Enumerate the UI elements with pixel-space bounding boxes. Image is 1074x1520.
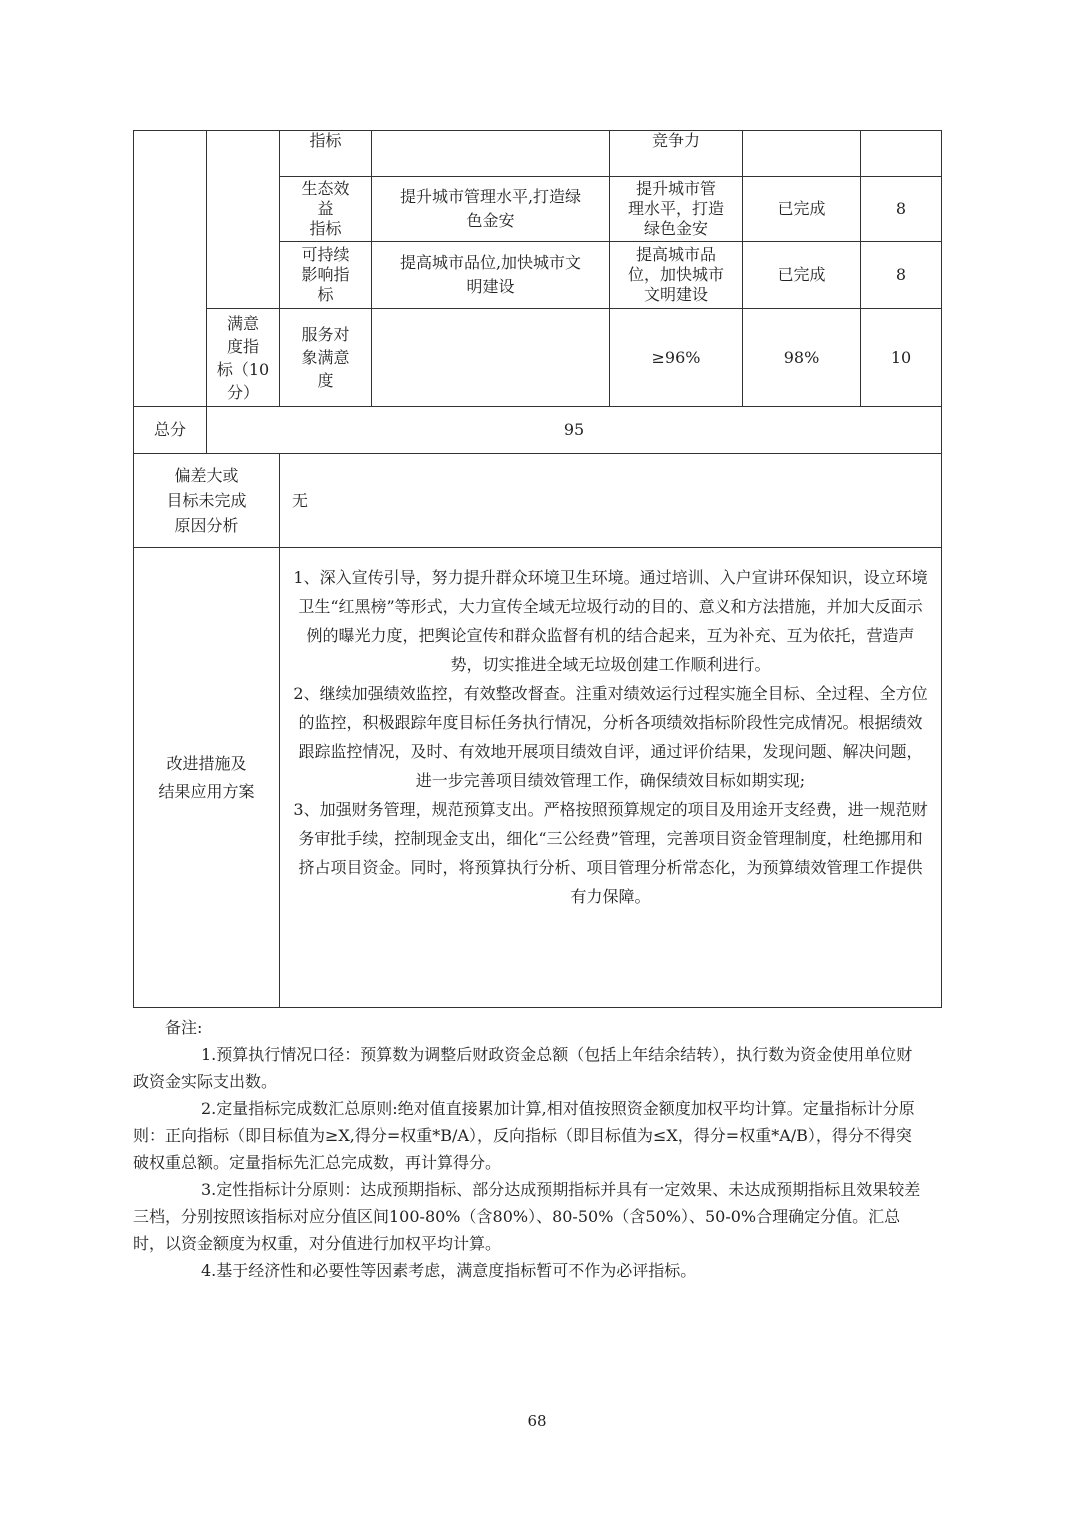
improvement-content: [280, 548, 942, 1008]
empty-cell: [743, 131, 861, 177]
notes-section: [133, 1014, 925, 1284]
target-cell: ≥96%: [610, 309, 743, 407]
indicator-cell: 指标: [280, 131, 372, 177]
deviation-value: 无: [280, 454, 942, 548]
total-value: 95: [207, 407, 942, 454]
notes-title: 备注:: [165, 1018, 203, 1037]
indicator-cell: 生态效 益 指标: [280, 177, 372, 242]
indicator-content-cell: 提高城市品位,加快城市文 明建设: [372, 242, 610, 309]
note-item: 3.定性指标计分原则：达成预期指标、部分达成预期指标并具有一定效果、未达成预期指标且效果较差三档，分别按照该指标对应分值区间100-80%（含80%）、80-50%（含50%）、50-0%合理确定分值。汇总时，以资金额度为权重，对分值进行加权平均计算。: [133, 1180, 921, 1253]
score-cell: 8: [861, 242, 942, 309]
actual-cell: 已完成: [743, 177, 861, 242]
improvement-paragraph: 3、加强财务管理，规范预算支出。严格按照预算规定的项目及用途开支经费，进一规范财务审批手续，控制现金支出，细化“三公经费”管理，完善项目资金管理制度，杜绝挪用和挤占项目资金。同时，将预算执行分析、项目管理分析常态化，为预算绩效管理工作提供有力保障。: [293, 800, 928, 906]
score-cell: 10: [861, 309, 942, 407]
performance-table: [133, 130, 942, 1008]
category-cell: 满意 度指 标（10 分）: [207, 309, 280, 407]
improvement-paragraph: 2、继续加强绩效监控，有效整改督查。注重对绩效运行过程实施全目标、全过程、全方位的监控，积极跟踪年度目标任务执行情况，分析各项绩效指标阶段性完成情况。根据绩效跟踪监控情况，及时、有效地开展项目绩效自评，通过评价结果，发现问题、解决问题，进一步完善项目绩效管理工作，确保绩效目标如期实现;: [293, 684, 928, 790]
empty-cell: [372, 131, 610, 177]
empty-cell: [861, 131, 942, 177]
target-cell: 提高城市品 位，加快城市 文明建设: [610, 242, 743, 309]
note-item: 4.基于经济性和必要性等因素考虑，满意度指标暂可不作为必评指标。: [201, 1261, 697, 1280]
page-number: 68: [527, 1412, 547, 1430]
improvement-paragraph: 1、深入宣传引导，努力提升群众环境卫生环境。通过培训、入户宣讲环保知识，设立环境卫生“红黑榜”等形式，大力宣传全域无垃圾行动的目的、意义和方法措施，并加大反面示例的曝光力度，把舆论宣传和群众监督有机的结合起来，互为补充、互为依托，营造声势，切实推进全域无垃圾创建工作顺利进行。: [293, 568, 928, 674]
total-row: [134, 407, 942, 454]
empty-cell: [207, 131, 280, 309]
empty-cell: [134, 131, 207, 407]
deviation-label: 偏差大或 目标未完成 原因分析: [134, 454, 280, 548]
table-row: [134, 131, 942, 177]
indicator-content-cell: 提升城市管理水平,打造绿 色金安: [372, 177, 610, 242]
note-item: 1.预算执行情况口径：预算数为调整后财政资金总额（包括上年结余结转），执行数为资金使用单位财政资金实际支出数。: [133, 1045, 913, 1091]
deviation-row: [134, 454, 942, 548]
note-item: 2.定量指标完成数汇总原则:绝对值直接累加计算,相对值按照资金额度加权平均计算。定量指标计分原则：正向指标（即目标值为≥X,得分=权重*B/A），反向指标（即目标值为≤X，得分=权重*A/B），得分不得突破权重总额。定量指标先汇总完成数，再计算得分。: [133, 1099, 915, 1172]
improvement-label: 改进措施及 结果应用方案: [134, 548, 280, 1008]
empty-cell: [372, 309, 610, 407]
target-cell: 竞争力: [610, 131, 743, 177]
total-label: 总分: [134, 407, 207, 454]
target-cell: 提升城市管 理水平，打造 绿色金安: [610, 177, 743, 242]
actual-cell: 已完成: [743, 242, 861, 309]
score-cell: 8: [861, 177, 942, 242]
table-row: [134, 309, 942, 407]
indicator-cell: 服务对 象满意 度: [280, 309, 372, 407]
improvement-row: [134, 548, 942, 1008]
indicator-cell: 可持续 影响指 标: [280, 242, 372, 309]
actual-cell: 98%: [743, 309, 861, 407]
